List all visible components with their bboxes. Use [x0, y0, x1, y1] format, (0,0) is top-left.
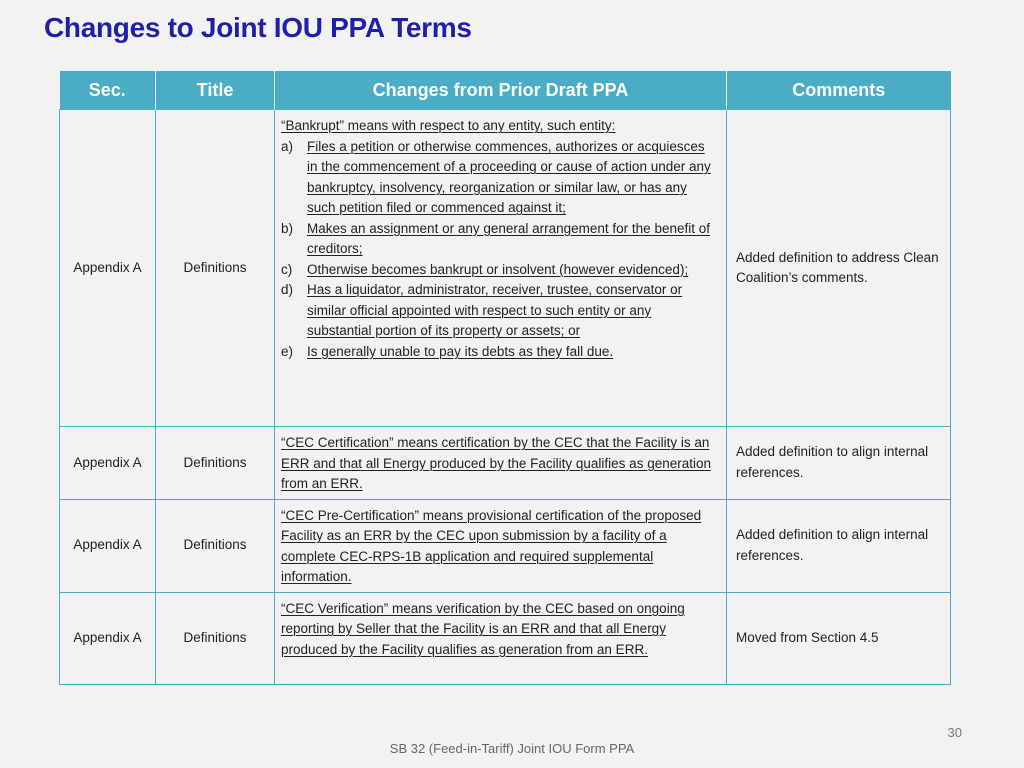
table-row	[60, 427, 951, 500]
item-text: Has a liquidator, administrator, receiver, trustee, conservator or similar official appointed with respect to such entity or any substantial portion of its property or assets; or	[307, 282, 683, 338]
table-row	[60, 110, 951, 427]
table-row	[60, 499, 951, 592]
item-label: a)	[281, 138, 294, 154]
sec-cell: Appendix A	[60, 499, 156, 592]
list-item	[281, 219, 716, 260]
definition-list	[281, 137, 716, 363]
comment-cell: Added definition to address Clean Coalition’s comments.	[727, 110, 951, 427]
list-item	[281, 342, 716, 363]
item-text: Files a petition or otherwise commences, authorizes or acquiesces in the commencement of a proceeding or cause of action under any bankruptcy, insolvency, reorganization or similar law, or has any such petition filed or commenced against it;	[307, 138, 711, 215]
comment-cell: Added definition to align internal references.	[727, 427, 951, 500]
change-intro: “CEC Pre-Certification” means provisional certification of the proposed Facility as an ERR by the CEC upon submission by a facility of a complete CEC-RPS-1B application and required supplemental information.	[281, 507, 702, 584]
header-title: Title	[156, 71, 275, 110]
title-cell: Definitions	[156, 592, 275, 684]
item-text: Otherwise becomes bankrupt or insolvent (however evidenced);	[307, 261, 689, 277]
change-intro: “CEC Certification” means certification by the CEC that the Facility is an ERR and that all Energy produced by the Facility qualifies as generation from an ERR.	[281, 435, 711, 491]
list-item	[281, 260, 716, 281]
sec-cell: Appendix A	[60, 427, 156, 500]
change-intro: “CEC Verification” means verification by the CEC based on ongoing reporting by Seller that the Facility is an ERR and that all Energy produced by the Facility qualifies as generation from an ERR.	[281, 600, 685, 657]
header-comments: Comments	[727, 71, 951, 110]
item-label: d)	[281, 282, 294, 297]
change-cell	[275, 499, 727, 592]
slide-title: Changes to Joint IOU PPA Terms	[44, 12, 472, 43]
changes-table	[59, 71, 951, 685]
comment-cell: Moved from Section 4.5	[727, 592, 951, 684]
table-row	[60, 592, 951, 684]
sec-cell: Appendix A	[60, 110, 156, 427]
table-header-row	[60, 71, 951, 110]
slide-footer: SB 32 (Feed-in-Tariff) Joint IOU Form PPA	[389, 741, 635, 756]
sec-cell: Appendix A	[60, 592, 156, 684]
list-item	[281, 137, 716, 219]
title-cell: Definitions	[156, 499, 275, 592]
title-cell: Definitions	[156, 110, 275, 427]
item-label: b)	[281, 220, 294, 236]
page-number: 30	[947, 725, 962, 740]
comment-cell: Added definition to align internal references.	[727, 499, 951, 592]
change-cell	[275, 110, 727, 427]
item-text: Makes an assignment or any general arrangement for the benefit of creditors;	[307, 220, 710, 256]
change-cell	[275, 427, 727, 500]
header-changes: Changes from Prior Draft PPA	[275, 71, 727, 110]
list-item	[281, 280, 716, 342]
item-text: Is generally unable to pay its debts as they fall due.	[307, 343, 614, 359]
title-cell: Definitions	[156, 427, 275, 500]
header-sec: Sec.	[60, 71, 156, 110]
item-label: c)	[281, 261, 293, 277]
item-label: e)	[281, 343, 294, 359]
change-intro: “Bankrupt” means with respect to any entity, such entity:	[281, 118, 616, 133]
change-cell	[275, 592, 727, 684]
